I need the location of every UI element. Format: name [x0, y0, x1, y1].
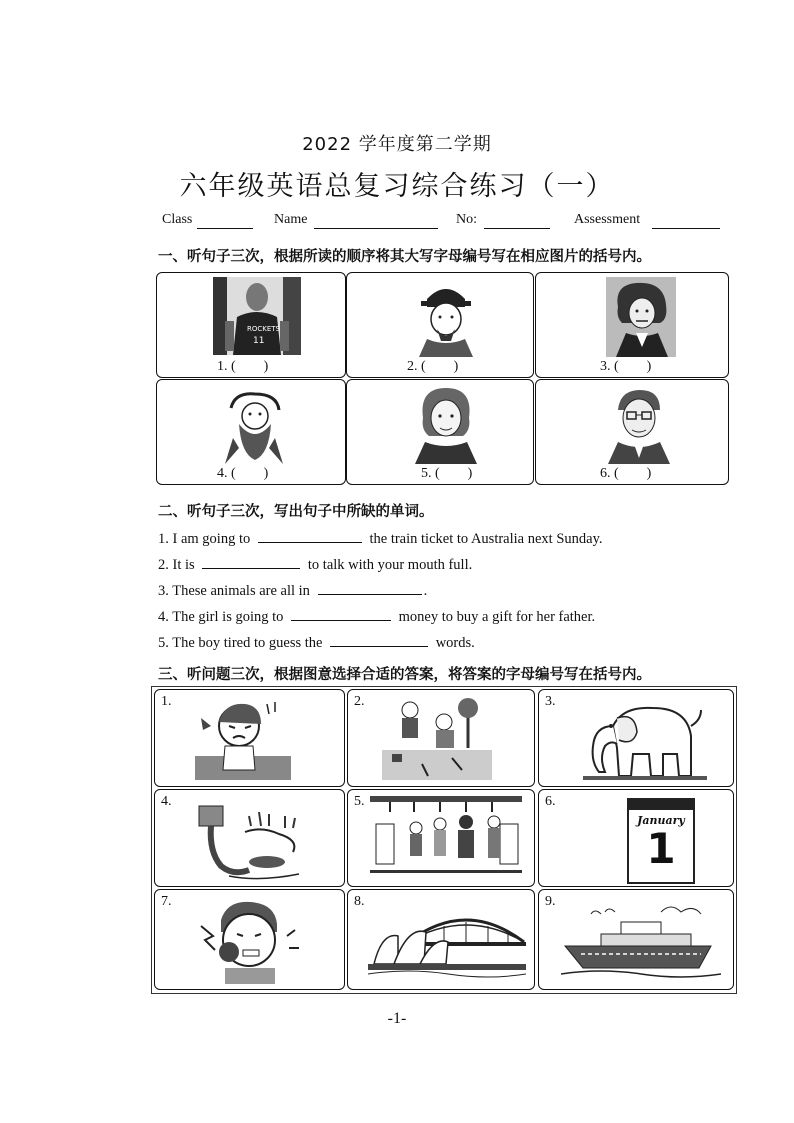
- svg-text:ROCKETS: ROCKETS: [247, 325, 280, 333]
- s3-card-4: [154, 789, 345, 887]
- s1-card-2: [346, 272, 534, 378]
- sentence-3: [158, 580, 427, 600]
- sentence-2: [158, 554, 472, 574]
- sentence-5-post: words.: [435, 635, 475, 651]
- calendar-icon: [627, 804, 695, 884]
- name-label: Name: [274, 212, 308, 227]
- basketball-player-icon: [213, 277, 301, 355]
- s1-card-5: [346, 379, 534, 485]
- s1-caption-4: 4. ( ): [217, 466, 269, 481]
- calendar-month: January: [637, 814, 685, 827]
- calendar-day: 1: [646, 824, 676, 873]
- s1-caption-6: 6. ( ): [600, 466, 652, 481]
- sentence-5-pre: 5. The boy tired to guess the: [158, 635, 323, 651]
- sentence-1-blank[interactable]: [258, 528, 362, 543]
- name-field[interactable]: [314, 228, 438, 229]
- s3-num-3: 3.: [545, 694, 556, 709]
- woman-scientist-icon: [409, 384, 483, 464]
- s3-card-8: [347, 889, 535, 990]
- sentence-3-pre: 3. These animals are all in: [158, 583, 310, 599]
- sentence-4-blank[interactable]: [291, 606, 391, 621]
- s1-card-6: [535, 379, 729, 485]
- section2-heading: 二、听句子三次，写出句子中所缺的单词。: [158, 504, 434, 520]
- section1-heading: 一、听句子三次，根据所读的顺序将其大写字母编号写在相应图片的括号内。: [158, 249, 651, 265]
- sentence-1-post: the train ticket to Australia next Sunday.: [369, 531, 603, 547]
- sydney-opera-house-icon: [368, 902, 526, 980]
- page-number: -1-: [387, 1010, 407, 1027]
- sentence-2-post: to talk with your mouth full.: [307, 557, 473, 573]
- assessment-label: Assessment: [574, 212, 641, 227]
- subway-passengers-icon: [370, 794, 522, 880]
- s3-card-5: [347, 789, 535, 887]
- no-label: No:: [456, 212, 477, 227]
- s3-card-7: [154, 889, 345, 990]
- s3-num-9: 9.: [545, 894, 556, 909]
- boy-toothache-icon: [191, 896, 301, 984]
- children-planting-trees-icon: [382, 694, 492, 780]
- s3-num-6: 6.: [545, 794, 556, 809]
- cruise-ship-icon: [561, 898, 721, 982]
- sentence-4-pre: 4. The girl is going to: [158, 609, 284, 625]
- s1-caption-3: 3. ( ): [600, 359, 652, 374]
- s3-card-3: [538, 689, 734, 787]
- s3-num-5: 5.: [354, 794, 365, 809]
- ancient-poet-icon: [411, 277, 481, 357]
- s1-caption-2: 2. ( ): [407, 359, 459, 374]
- s1-caption-5: 5. ( ): [421, 466, 473, 481]
- s3-card-1: [154, 689, 345, 787]
- sentence-4-post: money to buy a gift for her father.: [398, 609, 596, 625]
- angry-girl-icon: [195, 696, 291, 780]
- sentence-5-blank[interactable]: [330, 632, 428, 647]
- s1-card-4: [156, 379, 346, 485]
- no-field[interactable]: [484, 228, 550, 229]
- sentence-2-pre: 2. It is: [158, 557, 195, 573]
- s1-card-3: [535, 272, 729, 378]
- sentence-1-pre: 1. I am going to: [158, 531, 251, 547]
- section3-heading: 三、听问题三次，根据图意选择合适的答案，将答案的字母编号写在括号内。: [158, 667, 651, 683]
- calendar-top-bar: [627, 798, 695, 810]
- sentence-3-post: .: [423, 583, 428, 599]
- s3-card-6: [538, 789, 734, 887]
- bearded-man-icon: [221, 388, 287, 464]
- composer-portrait-icon: [606, 277, 676, 357]
- s3-card-9: [538, 889, 734, 990]
- sentence-2-blank[interactable]: [202, 554, 300, 569]
- sentence-1: [158, 528, 603, 548]
- polluted-water-icon: [189, 796, 309, 882]
- assessment-field[interactable]: [652, 228, 720, 229]
- class-label: Class: [162, 212, 193, 227]
- s3-num-1: 1.: [161, 694, 172, 709]
- student-info-line: [162, 212, 722, 232]
- s3-num-7: 7.: [161, 894, 172, 909]
- s1-card-1: [156, 272, 346, 378]
- sentence-3-blank[interactable]: [318, 580, 422, 595]
- class-field[interactable]: [197, 228, 253, 229]
- s3-num-2: 2.: [354, 694, 365, 709]
- s1-caption-1: 1. ( ): [217, 359, 269, 374]
- elephant-icon: [583, 696, 707, 780]
- sentence-4: [158, 606, 595, 626]
- worksheet-title: 六年级英语总复习综合练习（一）: [179, 171, 615, 202]
- s3-num-4: 4.: [161, 794, 172, 809]
- s3-card-2: [347, 689, 535, 787]
- old-man-glasses-icon: [602, 384, 674, 464]
- term-title: 2022 学年度第二学期: [302, 134, 492, 155]
- sentence-5: [158, 632, 475, 652]
- svg-text:11: 11: [253, 336, 265, 346]
- s3-num-8: 8.: [354, 894, 365, 909]
